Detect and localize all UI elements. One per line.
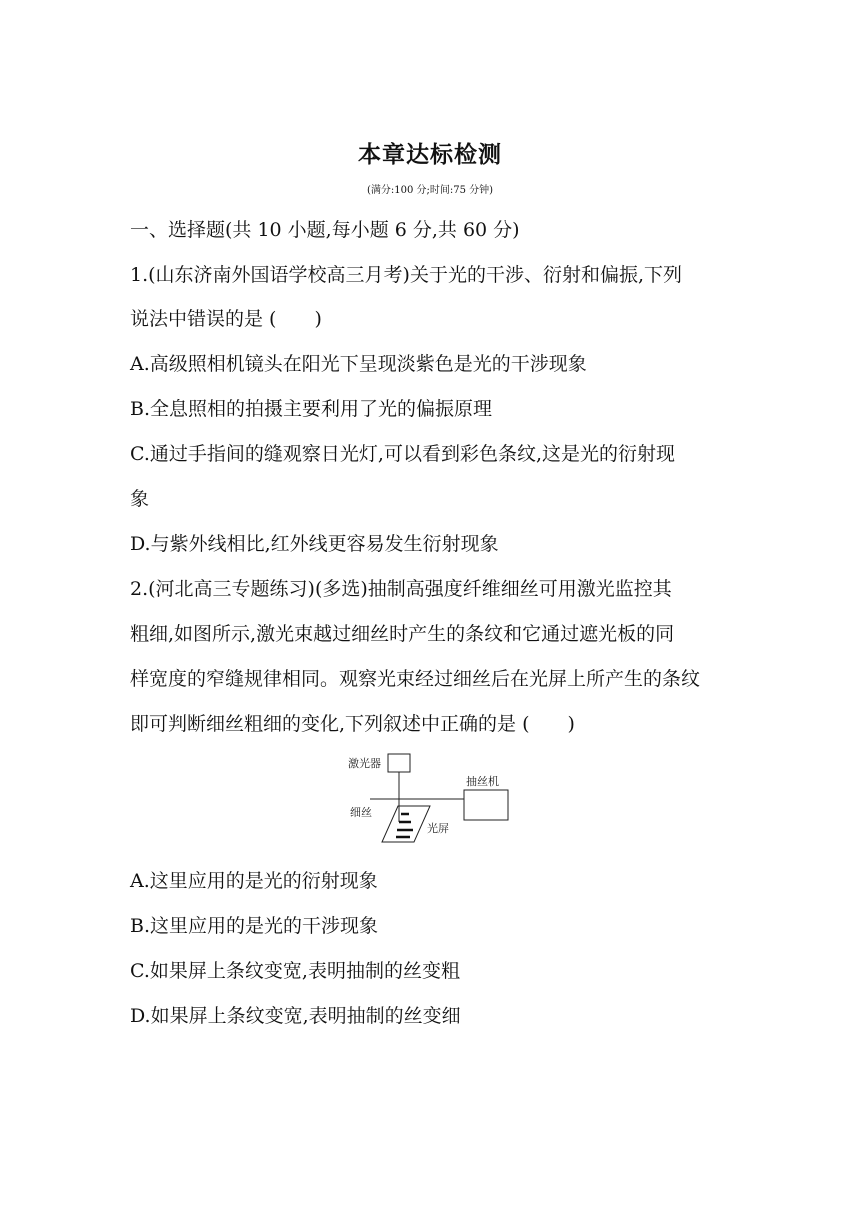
wire-label: 细丝 xyxy=(350,806,372,819)
question-2-stem-line-2: 粗细,如图所示,激光束越过细丝时产生的条纹和它通过遮光板的同 xyxy=(130,623,675,645)
question-1-option-c: C.通过手指间的缝观察日光灯,可以看到彩色条纹,这是光的衍射现 xyxy=(130,443,675,465)
question-1-stem-line-1: 1.(山东济南外国语学校高三月考)关于光的干涉、衍射和偏振,下列 xyxy=(130,264,682,286)
question-2-stem-line-4: 即可判断细丝粗细的变化,下列叙述中正确的是 ( ) xyxy=(130,713,575,735)
laser-monitor-diagram xyxy=(340,750,520,850)
laser-label: 激光器 xyxy=(348,757,381,770)
page-subtitle: (满分:100 分;时间:75 分钟) xyxy=(366,185,494,196)
question-2-option-d: D.如果屏上条纹变宽,表明抽制的丝变细 xyxy=(130,1005,461,1027)
question-1-option-c-cont: 象 xyxy=(130,488,150,510)
question-1-option-a: A.高级照相机镜头在阳光下呈现淡紫色是光的干涉现象 xyxy=(130,353,587,375)
laser-box xyxy=(388,754,410,772)
question-2-option-c: C.如果屏上条纹变宽,表明抽制的丝变粗 xyxy=(130,960,460,982)
question-2-option-a: A.这里应用的是光的衍射现象 xyxy=(130,870,378,892)
drawer-label: 抽丝机 xyxy=(466,775,499,788)
screen-label: 光屏 xyxy=(427,822,449,835)
question-1-option-d: D.与紫外线相比,红外线更容易发生衍射现象 xyxy=(130,533,499,555)
question-2-stem-line-1: 2.(河北高三专题练习)(多选)抽制高强度纤维细丝可用激光监控其 xyxy=(130,578,672,600)
question-2-stem-line-3: 样宽度的窄缝规律相同。观察光束经过细丝后在光屏上所产生的条纹 xyxy=(130,668,701,690)
section-heading: 一、选择题(共 10 小题,每小题 6 分,共 60 分) xyxy=(130,219,520,241)
question-1-stem-line-2: 说法中错误的是 ( ) xyxy=(130,308,322,330)
question-1-option-b: B.全息照相的拍摄主要利用了光的偏振原理 xyxy=(130,398,493,420)
page-title: 本章达标检测 xyxy=(358,142,502,168)
drawer-box xyxy=(464,790,508,820)
question-2-option-b: B.这里应用的是光的干涉现象 xyxy=(130,915,379,937)
